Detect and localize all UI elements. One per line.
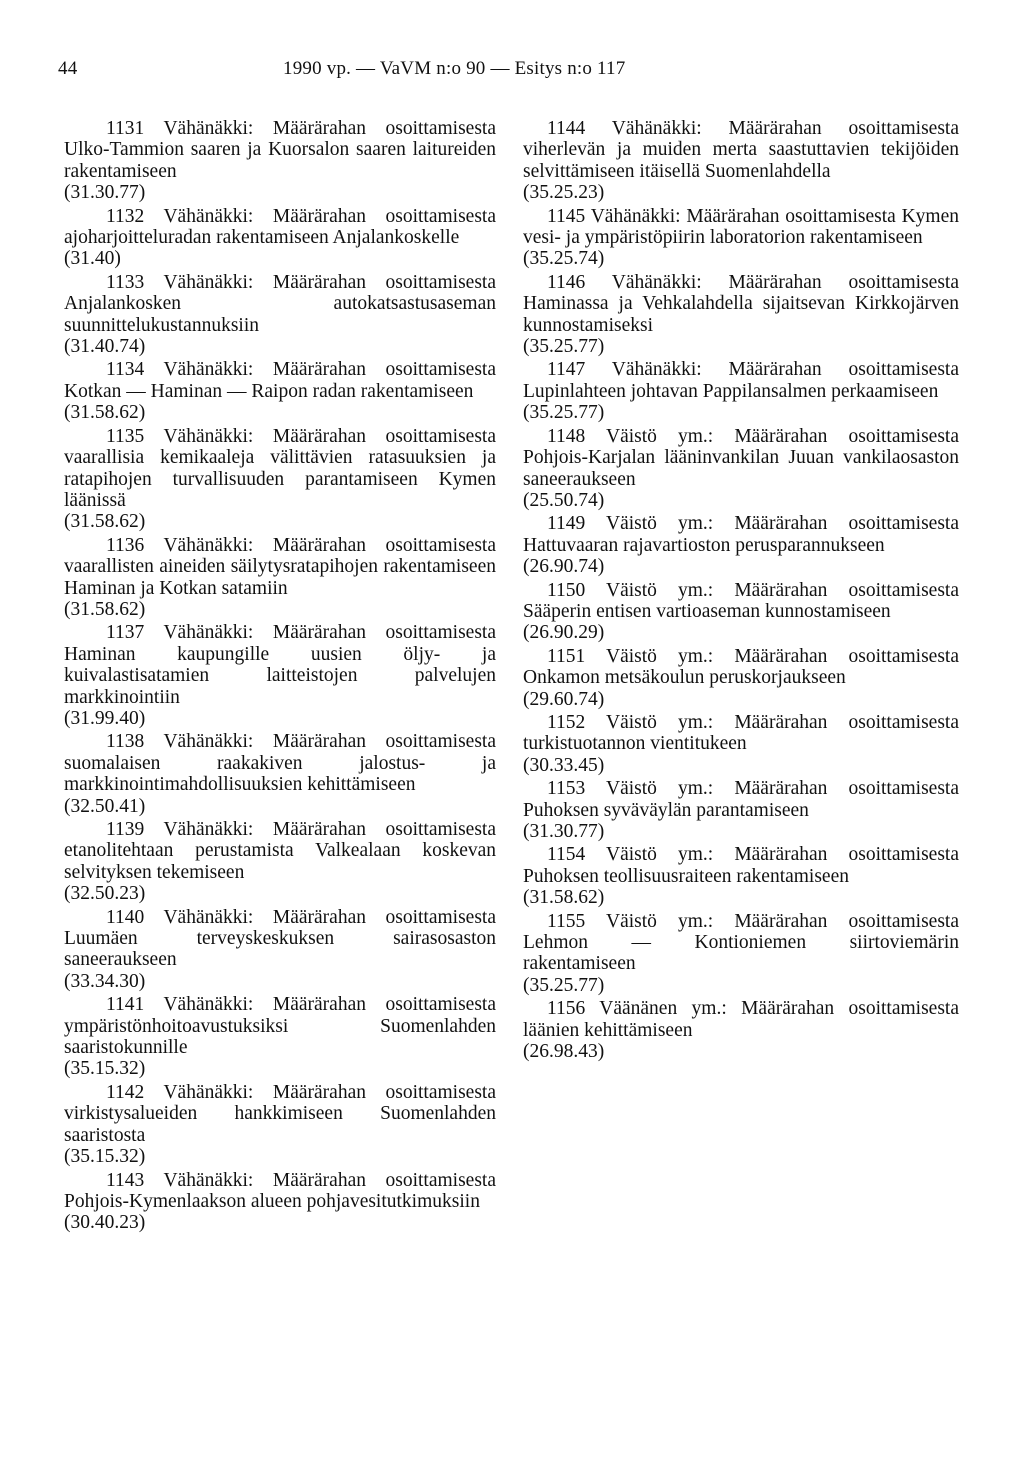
entry-text: 1136 Vähänäkki: Määrärahan osoittamisesta vaarallisten aineiden säilytysratapihojen rakentamiseen Haminan ja Kotkan satamiin: [64, 534, 496, 599]
list-item: [64, 1082, 496, 1168]
list-item: [523, 513, 959, 577]
entry-text: 1146 Vähänäkki: Määrärahan osoittamisesta Haminassa ja Vehkalahdella sijaitsevan Kirkkojärven kunnostamiseksi: [523, 271, 959, 336]
entry-text: 1143 Vähänäkki: Määrärahan osoittamisesta Pohjois-Kymenlaakson alueen pohjavesitutkimuksiin: [64, 1169, 496, 1212]
list-item: [64, 994, 496, 1080]
entry-reference: (30.40.23): [64, 1212, 146, 1234]
entry-reference: (26.90.29): [523, 622, 605, 644]
list-item: [64, 622, 496, 729]
entry-reference: (31.30.77): [523, 821, 605, 842]
list-item: [523, 646, 959, 710]
list-item: [523, 844, 959, 908]
list-item: [523, 778, 959, 842]
list-item: [523, 998, 959, 1062]
page-header: [0, 58, 1024, 90]
entry-text: 1154 Väistö ym.: Määrärahan osoittamisesta Puhoksen teollisuusraiteen rakentamiseen: [523, 844, 959, 887]
entry-reference: (33.34.30): [64, 970, 146, 992]
entry-text: 1135 Vähänäkki: Määrärahan osoittamisesta vaarallisia kemikaaleja välittävien ratasuuksien ja ratapihojen turvallisuuden parantamiseen Kymen läänissä: [64, 425, 496, 511]
entry-reference: (31.58.62): [523, 887, 605, 909]
list-item: [64, 118, 496, 204]
entry-reference: (29.60.74): [523, 688, 605, 710]
entry-text: 1140 Vähänäkki: Määrärahan osoittamisesta Luumäen terveyskeskuksen sairasosaston saneeraukseen: [64, 906, 496, 971]
list-item: [523, 426, 959, 512]
entry-text: 1148 Väistö ym.: Määrärahan osoittamisesta Pohjois-Karjalan lääninvankilan Juuan vankilaosaston saneeraukseen: [523, 425, 959, 490]
list-item: [64, 907, 496, 993]
list-item: [523, 359, 959, 423]
entry-reference: (25.50.74): [523, 489, 605, 511]
entry-reference: (30.33.45): [523, 754, 605, 776]
entry-text: 1131 Vähänäkki: Määrärahan osoittamisesta Ulko-Tammion saaren ja Kuorsalon saaren laitureiden rakentamiseen: [64, 118, 496, 182]
entry-text: 1141 Vähänäkki: Määrärahan osoittamisesta ympäristönhoitoavustuksiksi Suomenlahden saaristokunnille: [64, 994, 496, 1059]
entry-reference: (32.50.41): [64, 795, 146, 817]
entry-text: 1147 Vähänäkki: Määrärahan osoittamisesta Lupinlahteen johtavan Pappilansalmen perkaamiseen: [523, 359, 959, 402]
list-item: [64, 1170, 496, 1234]
entry-reference: (35.25.74): [523, 248, 605, 270]
entry-text: 1156 Väänänen ym.: Määrärahan osoittamisesta läänien kehittämiseen: [523, 998, 959, 1041]
entry-reference: (31.40): [64, 248, 121, 270]
entry-reference: (35.25.77): [523, 974, 605, 996]
entry-text: 1132 Vähänäkki: Määrärahan osoittamisesta ajoharjoitteluradan rakentamiseen Anjalankoskelle: [64, 205, 496, 249]
list-item: [523, 272, 959, 358]
entry-text: 1152 Väistö ym.: Määrärahan osoittamisesta turkistuotannon vientitukeen: [523, 711, 959, 755]
entry-reference: (35.25.23): [523, 182, 605, 204]
list-item: [523, 911, 959, 997]
page-number: 44: [58, 58, 78, 79]
entry-text: 1145 Vähänäkki: Määrärahan osoittamisesta Kymen vesi- ja ympäristöpiirin laboratorion rakentamiseen: [523, 205, 959, 249]
list-item: [64, 206, 496, 270]
entry-text: 1155 Väistö ym.: Määrärahan osoittamisesta Lehmon — Kontioniemen siirtoviemärin rakentamiseen: [523, 910, 959, 975]
entry-reference: (35.25.77): [523, 336, 605, 358]
entry-reference: (31.99.40): [64, 707, 146, 729]
entry-text: 1137 Vähänäkki: Määrärahan osoittamisesta Haminan kaupungille uusien öljy- ja kuivalastisatamien laitteistojen palvelujen markkinointiin: [64, 622, 496, 708]
entry-reference: (35.15.32): [64, 1146, 146, 1168]
list-item: [64, 426, 496, 533]
entry-text: 1151 Väistö ym.: Määrärahan osoittamisesta Onkamon metsäkoulun peruskorjaukseen: [523, 645, 959, 689]
entry-reference: (35.15.32): [64, 1058, 146, 1080]
entry-text: 1142 Vähänäkki: Määrärahan osoittamisesta virkistysalueiden hankkimiseen Suomenlahden saaristosta: [64, 1081, 496, 1146]
left-column: [64, 118, 496, 1236]
entry-reference: (32.50.23): [64, 883, 146, 905]
entry-text: 1134 Vähänäkki: Määrärahan osoittamisesta Kotkan — Haminan — Raipon radan rakentamiseen: [64, 359, 496, 402]
entry-text: 1149 Väistö ym.: Määrärahan osoittamisesta Hattuvaaran rajavartioston perusparannukseen: [523, 513, 959, 556]
entry-reference: (31.58.62): [64, 402, 146, 424]
list-item: [64, 731, 496, 817]
list-item: [64, 535, 496, 621]
entry-reference: (26.98.43): [523, 1041, 605, 1063]
entry-reference: (31.58.62): [64, 511, 146, 533]
running-head: 1990 vp. — VaVM n:o 90 — Esitys n:o 117: [283, 58, 626, 79]
entry-text: 1139 Vähänäkki: Määrärahan osoittamisesta etanolitehtaan perustamista Valkealaan koskevan selvityksen tekemiseen: [64, 819, 496, 883]
entry-text: 1133 Vähänäkki: Määrärahan osoittamisesta Anjalankosken autokatsastusaseman suunnittelukustannuksiin: [64, 271, 496, 336]
entry-reference: (31.40.74): [64, 336, 146, 358]
list-item: [523, 118, 959, 204]
right-column: [523, 118, 959, 1064]
entry-reference: (31.30.77): [64, 182, 146, 204]
list-item: [64, 359, 496, 423]
entry-text: 1144 Vähänäkki: Määrärahan osoittamisesta viherlevän ja muiden merta saastuttavien tekijöiden selvittämiseen itäisellä Suomenlahdella: [523, 118, 959, 182]
entry-reference: (35.25.77): [523, 402, 605, 424]
entry-text: 1150 Väistö ym.: Määrärahan osoittamisesta Sääperin entisen vartioaseman kunnostamiseen: [523, 579, 959, 622]
list-item: [64, 819, 496, 905]
entry-text: 1138 Vähänäkki: Määrärahan osoittamisesta suomalaisen raakakiven jalostus- ja markkinointimahdollisuuksien kehittämiseen: [64, 731, 496, 796]
list-item: [523, 580, 959, 644]
list-item: [64, 272, 496, 358]
entry-reference: (26.90.74): [523, 556, 605, 578]
list-item: [523, 712, 959, 776]
entry-reference: (31.58.62): [64, 598, 146, 620]
list-item: [523, 206, 959, 270]
entry-text: 1153 Väistö ym.: Määrärahan osoittamisesta Puhoksen syväväylän parantamiseen: [523, 778, 959, 821]
